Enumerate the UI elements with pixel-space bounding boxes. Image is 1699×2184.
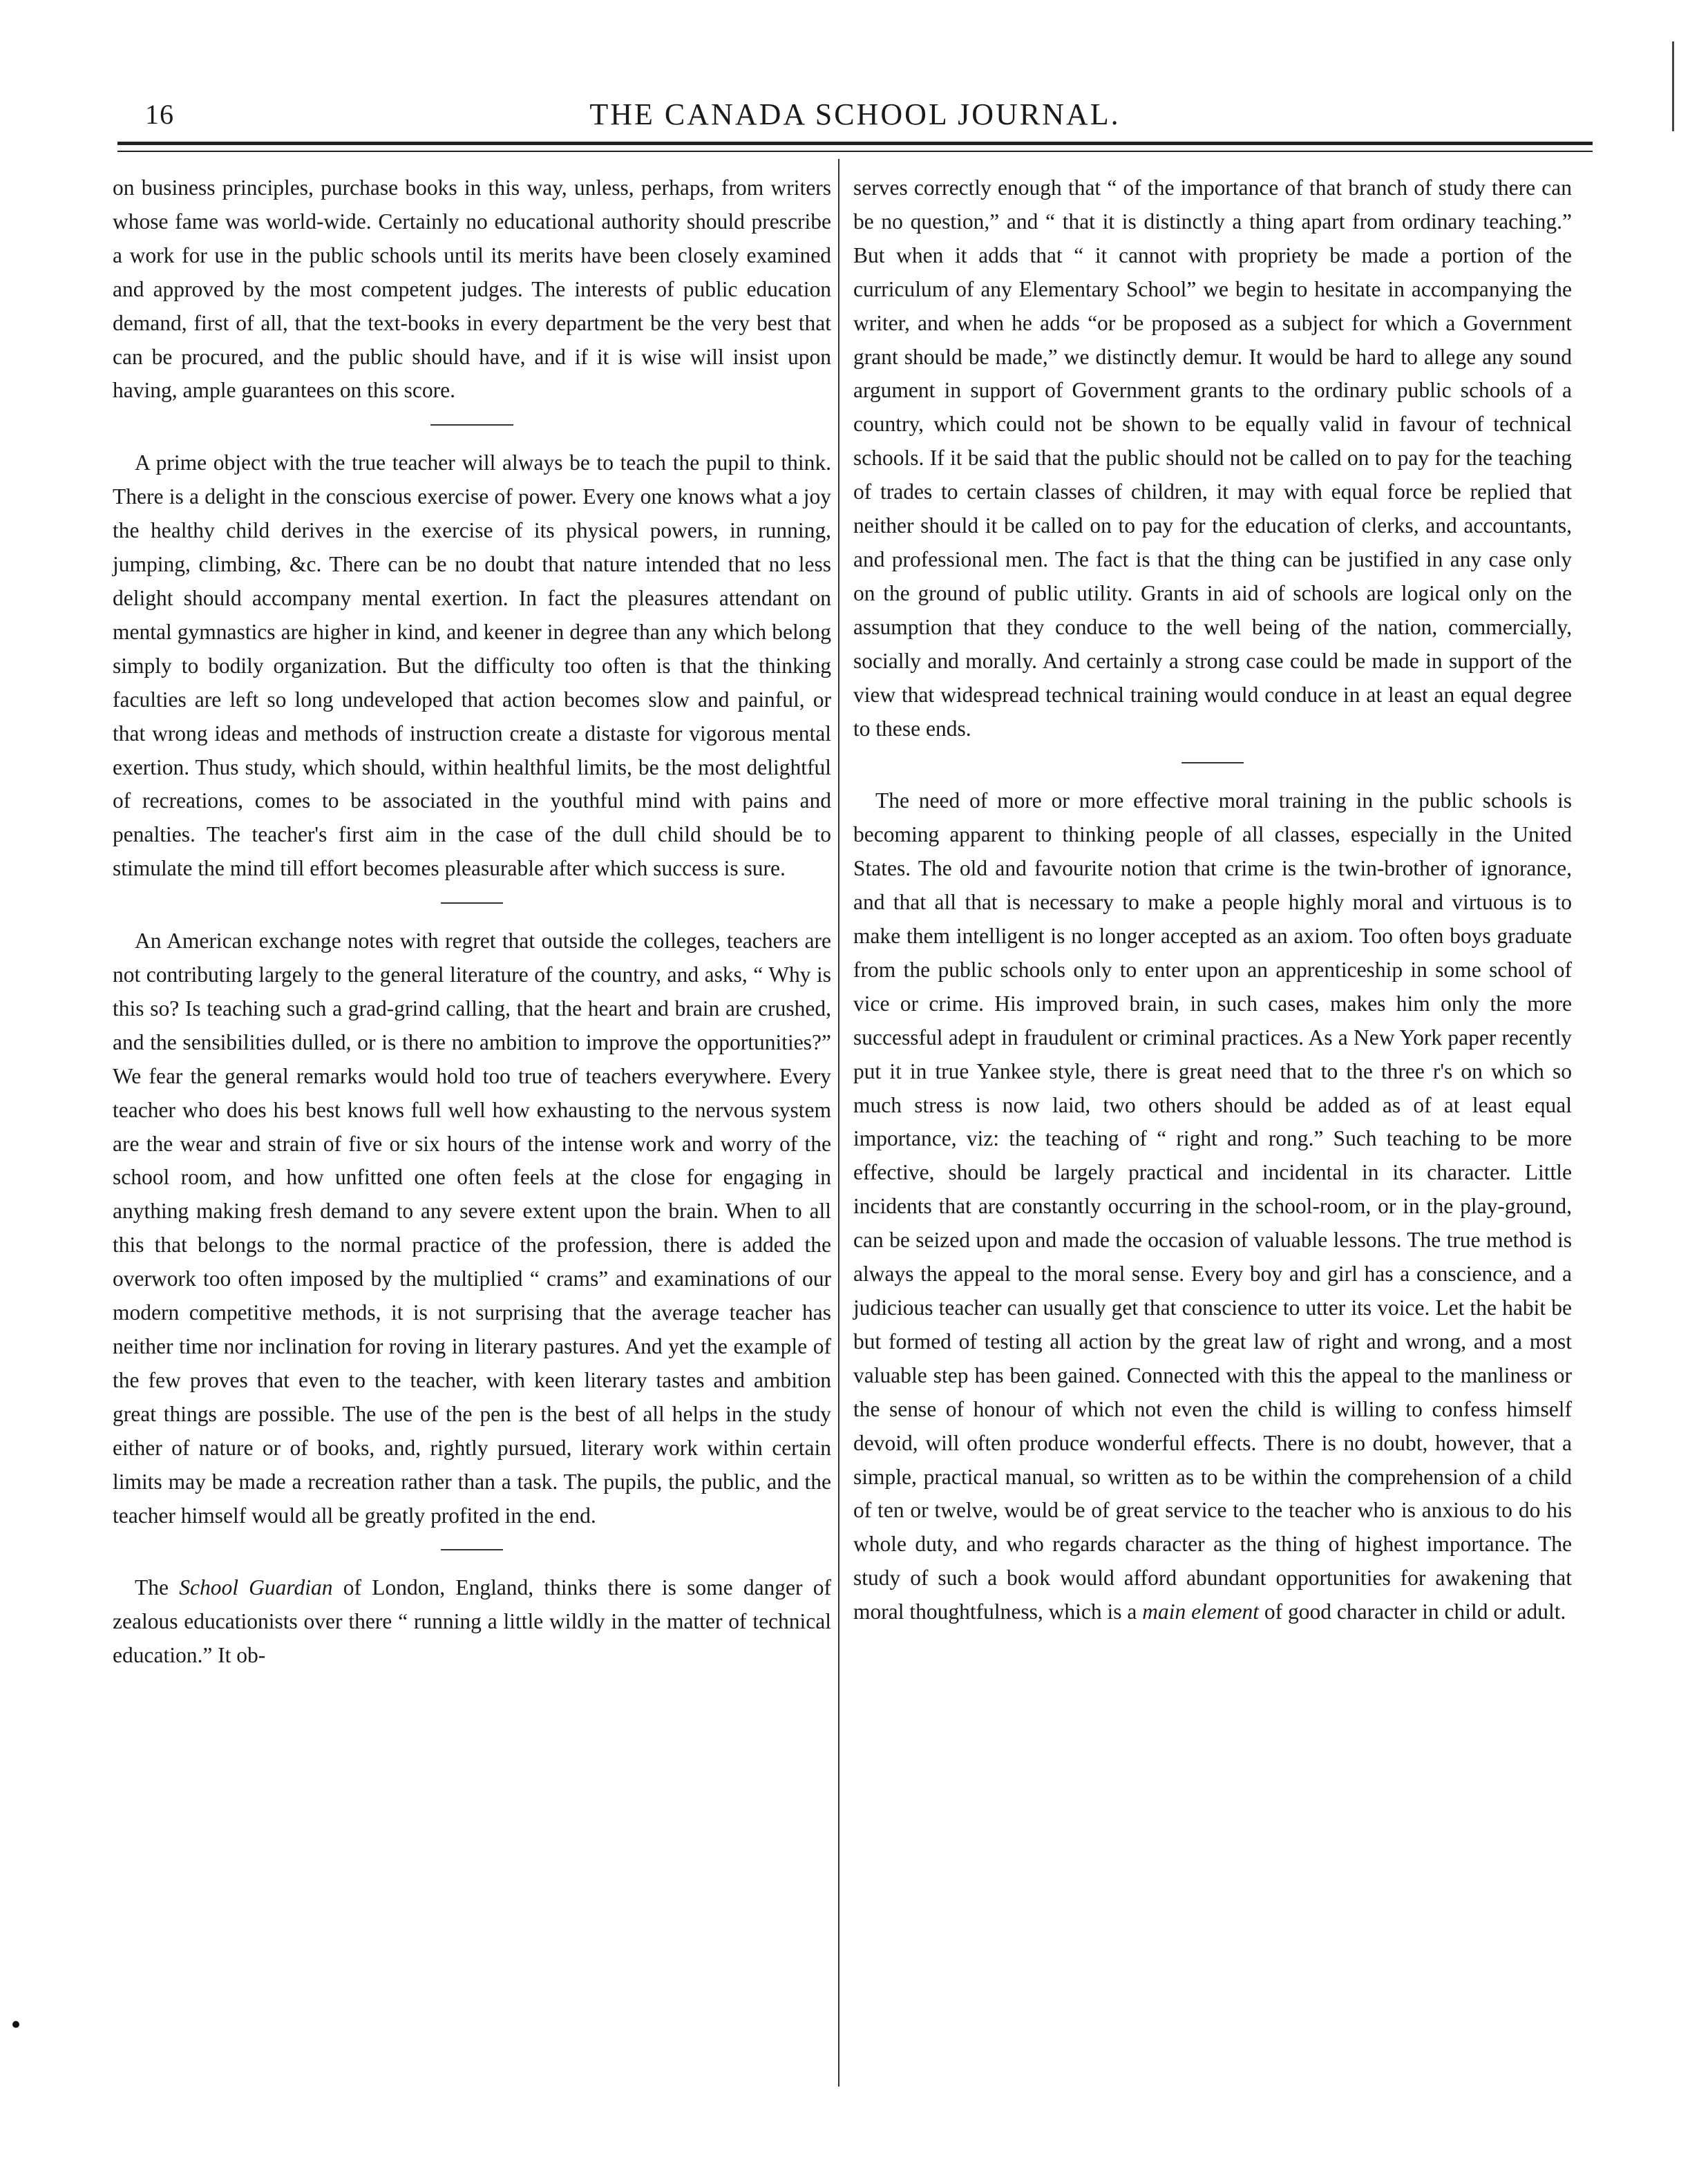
left-paragraph-4 <box>113 1571 831 1673</box>
publication-name: School Guardian <box>179 1575 333 1600</box>
emphasis-text: main element <box>1142 1599 1260 1624</box>
header-rule-thin <box>117 151 1593 152</box>
right-paragraph-1: serves correctly enough that “ of the importance of that branch of study there can be no question,” and “ that it is distinctly a thing apart from ordinary teaching.” But when it adds that “ it cannot with propriety be made a portion of the curriculum of any Elementary School” we begin to hesitate in accompanying the writer, and when he adds “or be proposed as a subject for which a Government grant should be made,” we distinctly demur. It would be hard to allege any sound argument in support of Government grants to the ordinary public schools of a country, which could not be shown to be equally valid in favour of technical schools. If it be said that the public should not be called on to pay for the teaching of trades to certain classes of children, it may with equal force be replied that neither should it be called on to pay for the education of clerks, and accountants, and professional men. The fact is that the thing can be justified in any case only on the ground of public utility. Grants in aid of schools are logical only on the assumption that they conduce to the well being of the nation, commercially, socially and morally. And certainly a strong case could be made in support of the view that widespread technical training would conduce in at least an equal degree to these ends. <box>853 175 1572 741</box>
paragraph-lead: The <box>135 1575 180 1600</box>
left-paragraph-1: on business principles, purchase books in this way, unless, perhaps, from writers whose fame was world-wide. Certainly no educational authority should prescribe a work for use in the public schools until its merits have been closely examined and approved by the most competent judges. The interests of public education demand, first of all, that the text-books in every department be the very best that can be procured, and the public should have, and if it is wise will insist upon having, ample guarantees on this score. <box>113 175 831 403</box>
page-edge-mark <box>1672 41 1674 131</box>
section-separator <box>441 902 503 904</box>
left-paragraph-2: A prime object with the true teacher will always be to teach the pupil to think. There is a delight in the conscious exercise of power. Every one knows what a joy the healthy child derives in the exercise of its physical powers, in running, jumping, climbing, &c. There can be no doubt that nature intended that no less delight should accompany mental exertion. In fact the pleasures attendant on mental gymnastics are higher in kind, and keener in degree than any which belong simply to bodily organization. But the difficulty too often is that the thinking faculties are left so long undeveloped that action becomes slow and painful, or that wrong ideas and methods of instruction create a distaste for vigorous mental exertion. Thus study, which should, within healthful limits, be the most delightful of recreations, comes to be associated in the youthful mind with pains and penalties. The teacher's first aim in the case of the dull child should be to stimulate the mind till effort becomes pleasurable after which success is sure. <box>113 450 831 881</box>
right-column <box>853 171 1572 1629</box>
paragraph-text: of London, England, thinks there is some danger of zealous educationists over there “ running a little wildly in the matter of technical education.” It ob- <box>113 1575 831 1668</box>
right-paragraph-2 <box>853 784 1572 1629</box>
journal-title: THE CANADA SCHOOL JOURNAL. <box>589 97 1121 131</box>
page-header <box>117 90 1593 138</box>
left-paragraph-3: An American exchange notes with regret that outside the colleges, teachers are not contributing largely to the general literature of the country, and asks, “ Why is this so? Is teaching such a grad-grind calling, that the heart and brain are crushed, and the sensibilities dulled, or is there no ambition to improve the opportunities?” We fear the general remarks would hold too true of teachers everywhere. Every teacher who does his best knows full well how exhausting to the nervous system are the wear and strain of five or six hours of the intense work and worry of the school room, and how unfitted one often feels at the close for engaging in anything making fresh demand to any severe extent upon the brain. When to all this that belongs to the normal practice of the profession, there is added the overwork too often imposed by the multiplied “ crams” and examinations of our modern competitive methods, it is not surprising that the average teacher has neither time nor inclination for roving in literary pastures. And yet the example of the few proves that even to the teacher, with keen literary tastes and ambition great things are possible. The use of the pen is the best of all helps in the study either of nature or of books, and, rightly pursued, literary work within certain limits may be made a recreation rather than a task. The pupils, the public, and the teacher himself would all be greatly profited in the end. <box>113 929 831 1528</box>
column-divider <box>838 159 839 2087</box>
section-separator <box>1181 762 1244 763</box>
paragraph-text: The need of more or more effective moral training in the public schools is becoming apparent to thinking people of all classes, especially in the United States. The old and favourite notion that crime is the twin-brother of ignorance, and that all that is necessary to make a people highly moral and virtuous is to make them intelligent is no longer accepted as an axiom. Too often boys graduate from the public schools only to enter upon an apprenticeship in some school of vice or crime. His improved brain, in such cases, makes him only the more successful adept in fraudulent or criminal practices. As a New York paper recently put it in true Yankee style, there is great need that to the three r's on which so much stress is now laid, two others should be added as of at least equal importance, viz: the teaching of “ right and rong.” Such teaching to be more effective, should be largely practical and incidental in its character. Little incidents that are constantly occurring in the school-room, or in the play-ground, can be seized upon and made the occasion of valuable lessons. The true method is always the appeal to the moral sense. Every boy and girl has a conscience, and a judicious teacher can usually get that conscience to utter its voice. Let the habit be but formed of testing all action by the great law of right and wrong, and a most valuable step has been gained. Connected with this the appeal to the manliness or the sense of honour of which not even the child is willing to confess himself devoid, will often produce wonderful effects. There is no doubt, however, that a simple, practical manual, so written as to be within the comprehension of a child of ten or twelve, would be of great service to the teacher who is anxious to do his whole duty, and who regards character as the thing of highest importance. The study of such a book would afford abundant opportunities for awakening that moral thoughtfulness, which is a <box>853 788 1572 1624</box>
section-separator <box>430 424 513 426</box>
header-rule-thick <box>117 142 1593 145</box>
section-separator <box>441 1549 503 1550</box>
page-number: 16 <box>145 99 174 130</box>
paragraph-text-end: of good character in child or adult. <box>1259 1599 1566 1624</box>
left-column <box>113 171 831 1673</box>
margin-mark <box>12 2021 19 2028</box>
